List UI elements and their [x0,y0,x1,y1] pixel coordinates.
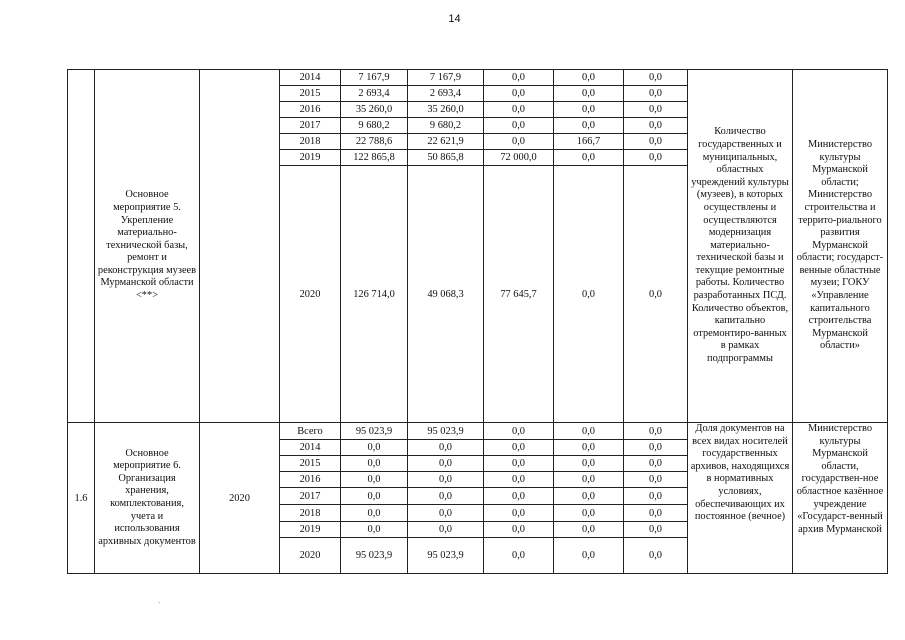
value-cell: 0,0 [624,456,688,472]
program-table [67,69,888,574]
value-cell: 0,0 [624,423,688,440]
value-cell: 77 645,7 [484,166,554,423]
value-cell: 0,0 [484,488,554,505]
year-cell: 2016 [280,472,341,488]
total-cell: 0,0 [341,440,408,456]
year-cell: 2019 [280,150,341,166]
value-cell: 0,0 [624,70,688,86]
total-cell: 0,0 [341,456,408,472]
value-cell: 0,0 [624,488,688,505]
year-cell: 2018 [280,134,341,150]
year-cell: 2014 [280,440,341,456]
value-cell: 95 023,9 [408,423,484,440]
value-cell: 22 621,9 [408,134,484,150]
value-cell: 0,0 [484,118,554,134]
activity-name-cell: Основное мероприятие 6. Организация хранения, комплектования, учета и использования архивных документов [95,423,200,574]
value-cell: 0,0 [624,150,688,166]
total-cell: 2 693,4 [341,86,408,102]
table-row [68,70,888,86]
value-cell: 72 000,0 [484,150,554,166]
total-cell: 0,0 [341,488,408,505]
value-cell: 0,0 [554,505,624,522]
value-cell: 0,0 [624,86,688,102]
value-cell: 0,0 [624,472,688,488]
value-cell: 0,0 [484,456,554,472]
period-cell: 2020 [200,423,280,574]
year-cell: 2014 [280,70,341,86]
year-cell: 2016 [280,102,341,118]
value-cell: 0,0 [408,456,484,472]
value-cell: 0,0 [408,522,484,538]
executors-cell: Министерство культуры Мурманской области; Министерство строительства и террито-риального развития Мурманской области; государст-венные областные музеи; ГОКУ «Управление капитального строительства Мурманской области» [793,70,888,423]
year-cell: 2019 [280,522,341,538]
value-cell: 0,0 [408,488,484,505]
total-cell: 0,0 [341,522,408,538]
year-cell: 2018 [280,505,341,522]
year-cell: 2015 [280,86,341,102]
total-cell: 122 865,8 [341,150,408,166]
period-cell [200,70,280,423]
value-cell: 0,0 [484,472,554,488]
total-cell: 95 023,9 [341,538,408,574]
total-cell: 0,0 [341,472,408,488]
value-cell: 0,0 [484,505,554,522]
total-cell: 0,0 [341,505,408,522]
value-cell: 35 260,0 [408,102,484,118]
value-cell: 0,0 [554,472,624,488]
value-cell: 0,0 [484,134,554,150]
value-cell: 0,0 [554,538,624,574]
value-cell: 0,0 [554,102,624,118]
row-number-cell: 1.6 [68,423,95,574]
scan-speck: ` [158,601,161,610]
value-cell: 0,0 [624,166,688,423]
value-cell: 95 023,9 [408,538,484,574]
total-cell: 9 680,2 [341,118,408,134]
value-cell: 0,0 [554,118,624,134]
indicators-cell: Доля документов на всех видах носителей государственных архивов, находящихся в нормативных условиях, обеспечивающих их постоянное (вечное) [688,423,793,574]
year-cell: 2020 [280,538,341,574]
value-cell: 0,0 [554,456,624,472]
value-cell: 0,0 [554,423,624,440]
row-number-cell [68,70,95,423]
value-cell: 166,7 [554,134,624,150]
activity-name-cell: Основное мероприятие 5. Укрепление материально-технической базы, ремонт и реконструкция музеев Мурманской области <**> [95,70,200,423]
value-cell: 0,0 [408,472,484,488]
value-cell: 0,0 [408,440,484,456]
total-cell: 126 714,0 [341,166,408,423]
value-cell: 49 068,3 [408,166,484,423]
indicators-cell: Количество государственных и муниципальных, областных учреждений культуры (музеев), в которых осуществлены и осуществляются модернизация материально-технической базы и текущие ремонтные работы. Количество разработанных ПСД. Количество объектов, капитально отремонтиро-ванных в рамках подпрограммы [688,70,793,423]
value-cell: 0,0 [484,423,554,440]
value-cell: 0,0 [484,522,554,538]
total-cell: 7 167,9 [341,70,408,86]
total-cell: 95 023,9 [341,423,408,440]
executors-cell: Министерство культуры Мурманской области, государствен-ное областное казённое учреждение «Государст-венный архив Мурманской [793,423,888,574]
value-cell: 0,0 [484,440,554,456]
year-cell: Всего [280,423,341,440]
year-cell: 2015 [280,456,341,472]
value-cell: 7 167,9 [408,70,484,86]
page-number: 14 [448,13,461,25]
value-cell: 0,0 [554,70,624,86]
value-cell: 0,0 [408,505,484,522]
value-cell: 0,0 [624,134,688,150]
value-cell: 0,0 [624,118,688,134]
value-cell: 0,0 [624,440,688,456]
year-cell: 2020 [280,166,341,423]
value-cell: 0,0 [484,538,554,574]
value-cell: 2 693,4 [408,86,484,102]
value-cell: 0,0 [554,166,624,423]
total-cell: 35 260,0 [341,102,408,118]
value-cell: 0,0 [484,86,554,102]
value-cell: 0,0 [554,522,624,538]
value-cell: 9 680,2 [408,118,484,134]
value-cell: 0,0 [624,538,688,574]
value-cell: 0,0 [554,86,624,102]
value-cell: 0,0 [624,102,688,118]
year-cell: 2017 [280,118,341,134]
table-row [68,423,888,440]
value-cell: 0,0 [484,70,554,86]
value-cell: 0,0 [624,522,688,538]
year-cell: 2017 [280,488,341,505]
value-cell: 0,0 [624,505,688,522]
total-cell: 22 788,6 [341,134,408,150]
value-cell: 0,0 [554,440,624,456]
value-cell: 0,0 [554,150,624,166]
value-cell: 0,0 [554,488,624,505]
table-body [68,70,888,574]
value-cell: 0,0 [484,102,554,118]
value-cell: 50 865,8 [408,150,484,166]
